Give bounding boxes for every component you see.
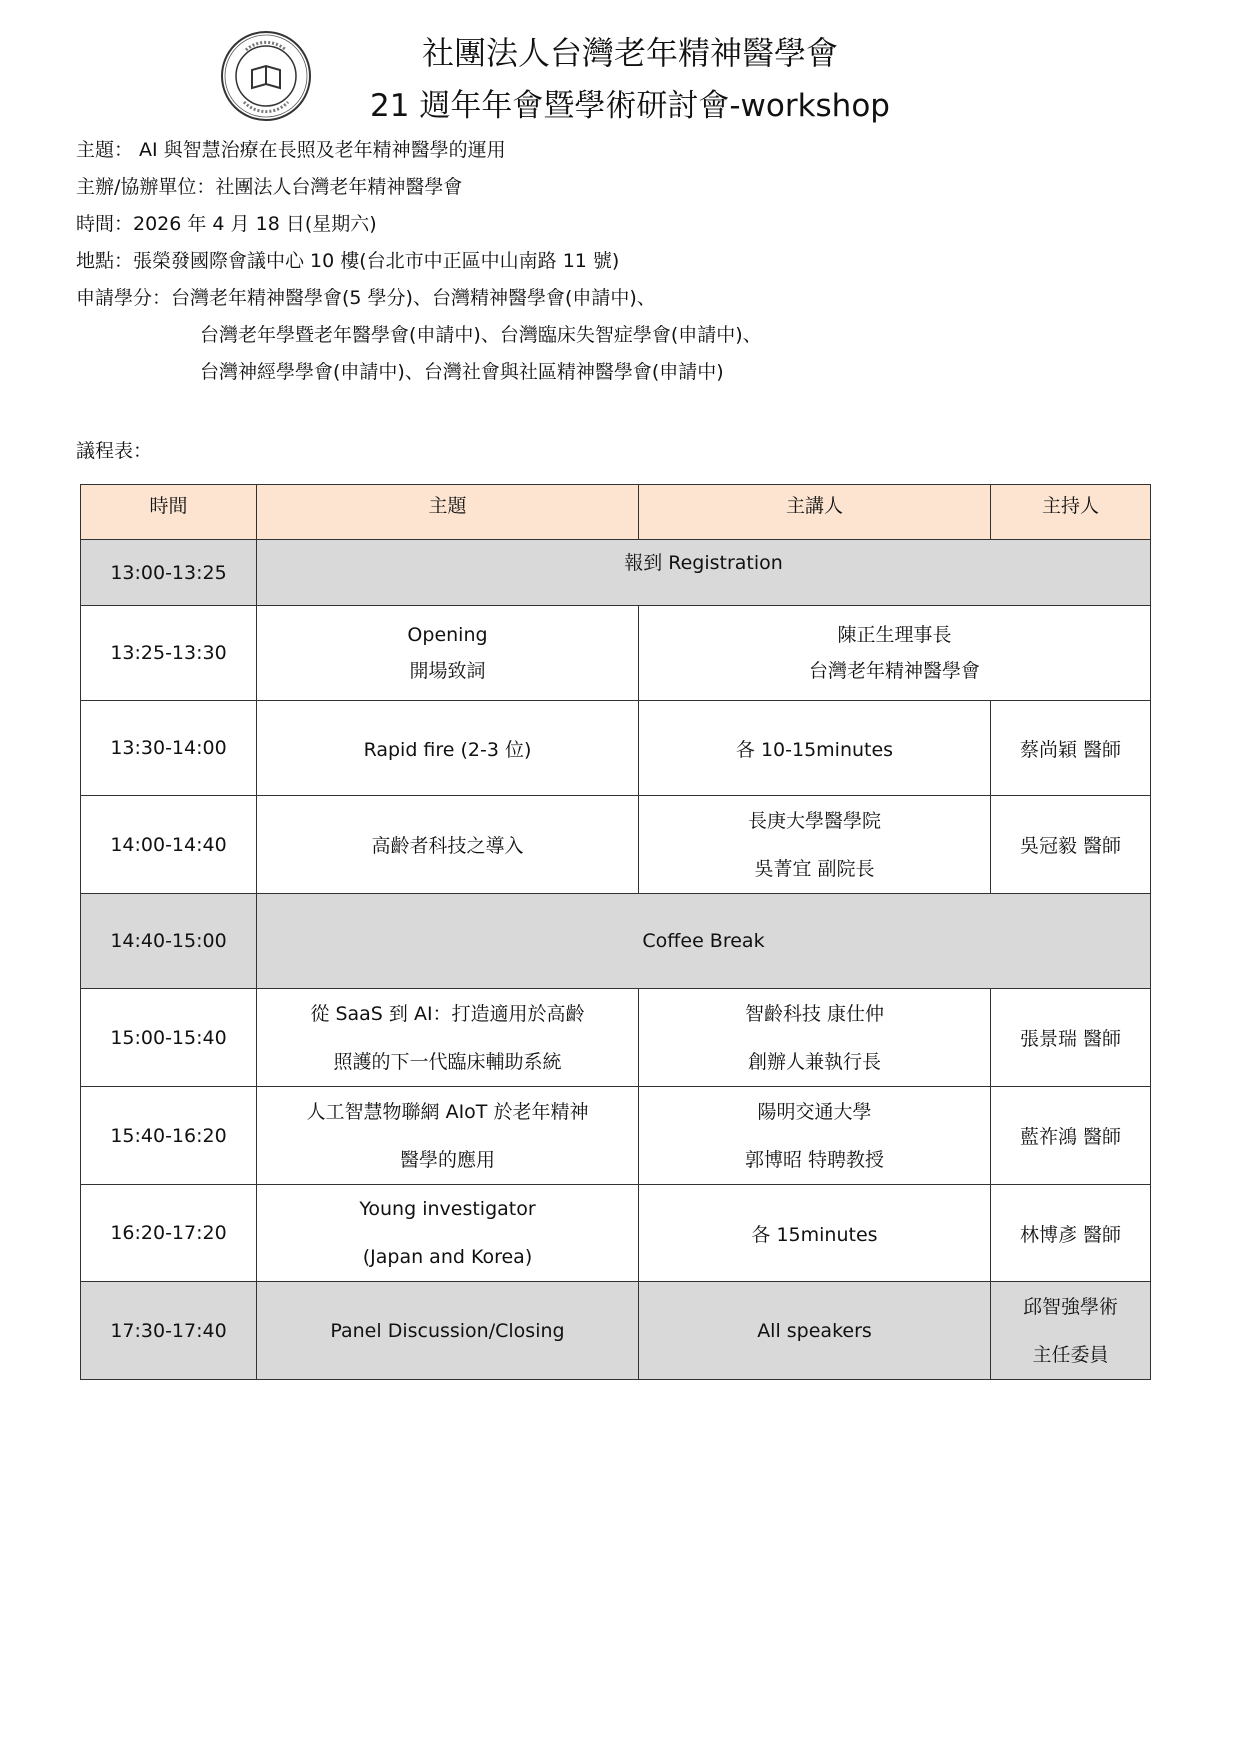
table-row: [81, 894, 1151, 989]
cell-speaker: All speakers: [639, 1282, 991, 1380]
speaker-line: 吳菁宜 副院長: [754, 857, 875, 880]
speaker-line: 創辦人兼執行長: [747, 1050, 881, 1073]
cell-host: 蔡尚穎 醫師: [991, 701, 1151, 796]
cell-time: 17:30-17:40: [81, 1282, 257, 1380]
cell-speaker: [639, 606, 1151, 701]
cell-time: 16:20-17:20: [81, 1185, 257, 1282]
info-organizer: 主辦/協辦單位：社團法人台灣老年精神醫學會: [76, 176, 463, 198]
cell-time: 13:30-14:00: [81, 701, 257, 796]
cell-topic: Panel Discussion/Closing: [257, 1282, 639, 1380]
topic-line: 照護的下一代臨床輔助系統: [333, 1050, 562, 1073]
info-credits: 申請學分：台灣老年精神醫學會(5 學分)、台灣精神醫學會(申請中)、: [76, 287, 656, 309]
cell-speaker: [639, 989, 991, 1087]
table-row: [81, 1185, 1151, 1282]
info-time: 時間：2026 年 4 月 18 日(星期六): [76, 213, 377, 235]
table-header: [81, 485, 1151, 540]
event-info: [76, 132, 762, 391]
cell-time: 14:00-14:40: [81, 796, 257, 894]
agenda-table: [80, 484, 1151, 1380]
cell-merged: 報到 Registration: [257, 540, 1151, 606]
cell-time: 13:00-13:25: [81, 540, 257, 606]
cell-speaker: 各 10-15minutes: [639, 701, 991, 796]
topic-line: 開場致詞: [409, 660, 486, 682]
speaker-line: 長庚大學醫學院: [747, 809, 881, 832]
cell-time: 14:40-15:00: [81, 894, 257, 989]
page-subtitle: 21 週年年會暨學術研討會-workshop: [370, 88, 890, 124]
table-row: [81, 1087, 1151, 1185]
host-line: 邱智強學術: [1022, 1295, 1118, 1318]
topic-line: Opening: [407, 624, 488, 646]
speaker-line: 陽明交通大學: [757, 1100, 872, 1123]
info-credits-cont: 台灣神經學學會(申請中)、台灣社會與社區精神醫學會(申請中): [200, 361, 724, 383]
cell-time: 15:00-15:40: [81, 989, 257, 1087]
speaker-line: 台灣老年精神醫學會: [808, 660, 980, 682]
cell-speaker: [639, 796, 991, 894]
header-host: 主持人: [991, 485, 1151, 540]
speaker-line: 陳正生理事長: [837, 624, 952, 646]
table-row: [81, 1282, 1151, 1380]
cell-time: 15:40-16:20: [81, 1087, 257, 1185]
info-credits-cont: 台灣老年學暨老年醫學會(申請中)、台灣臨床失智症學會(申請中)、: [200, 324, 762, 346]
cell-host: 藍祚鴻 醫師: [991, 1087, 1151, 1185]
topic-line: (Japan and Korea): [362, 1246, 533, 1268]
info-location: 地點：張榮發國際會議中心 10 樓(台北市中正區中山南路 11 號): [76, 250, 620, 272]
table-row: [81, 606, 1151, 701]
cell-speaker: [639, 1087, 991, 1185]
speaker-line: 智齡科技 康仕仲: [744, 1002, 885, 1025]
page-title: 社團法人台灣老年精神醫學會: [421, 34, 838, 72]
topic-line: 醫學的應用: [399, 1148, 495, 1171]
topic-line: 從 SaaS 到 AI：打造適用於高齡: [310, 1002, 585, 1025]
cell-host: 林博彥 醫師: [991, 1185, 1151, 1282]
cell-topic: 高齡者科技之導入: [257, 796, 639, 894]
table-row: [81, 701, 1151, 796]
cell-host: 張景瑞 醫師: [991, 989, 1151, 1087]
cell-time: 13:25-13:30: [81, 606, 257, 701]
cell-speaker: 各 15minutes: [639, 1185, 991, 1282]
cell-host: 吳冠毅 醫師: [991, 796, 1151, 894]
cell-topic: [257, 606, 639, 701]
table-row: [81, 540, 1151, 606]
agenda-label: 議程表：: [76, 440, 153, 462]
society-logo: [220, 30, 312, 122]
cell-topic: Rapid fire (2-3 位): [257, 701, 639, 796]
header-speaker: 主講人: [639, 485, 991, 540]
table-row: [81, 989, 1151, 1087]
header-time: 時間: [81, 485, 257, 540]
speaker-line: 郭博昭 特聘教授: [744, 1148, 885, 1171]
info-theme: 主題： AI 與智慧治療在長照及老年精神醫學的運用: [76, 139, 506, 161]
topic-line: Young investigator: [359, 1198, 536, 1220]
table-row: [81, 796, 1151, 894]
topic-line: 人工智慧物聯網 AIoT 於老年精神: [306, 1100, 589, 1123]
cell-topic: [257, 1087, 639, 1185]
header-topic: 主題: [257, 485, 639, 540]
cell-merged: Coffee Break: [257, 894, 1151, 989]
cell-host: [991, 1282, 1151, 1380]
cell-topic: [257, 989, 639, 1087]
host-line: 主任委員: [1032, 1343, 1109, 1366]
cell-topic: [257, 1185, 639, 1282]
